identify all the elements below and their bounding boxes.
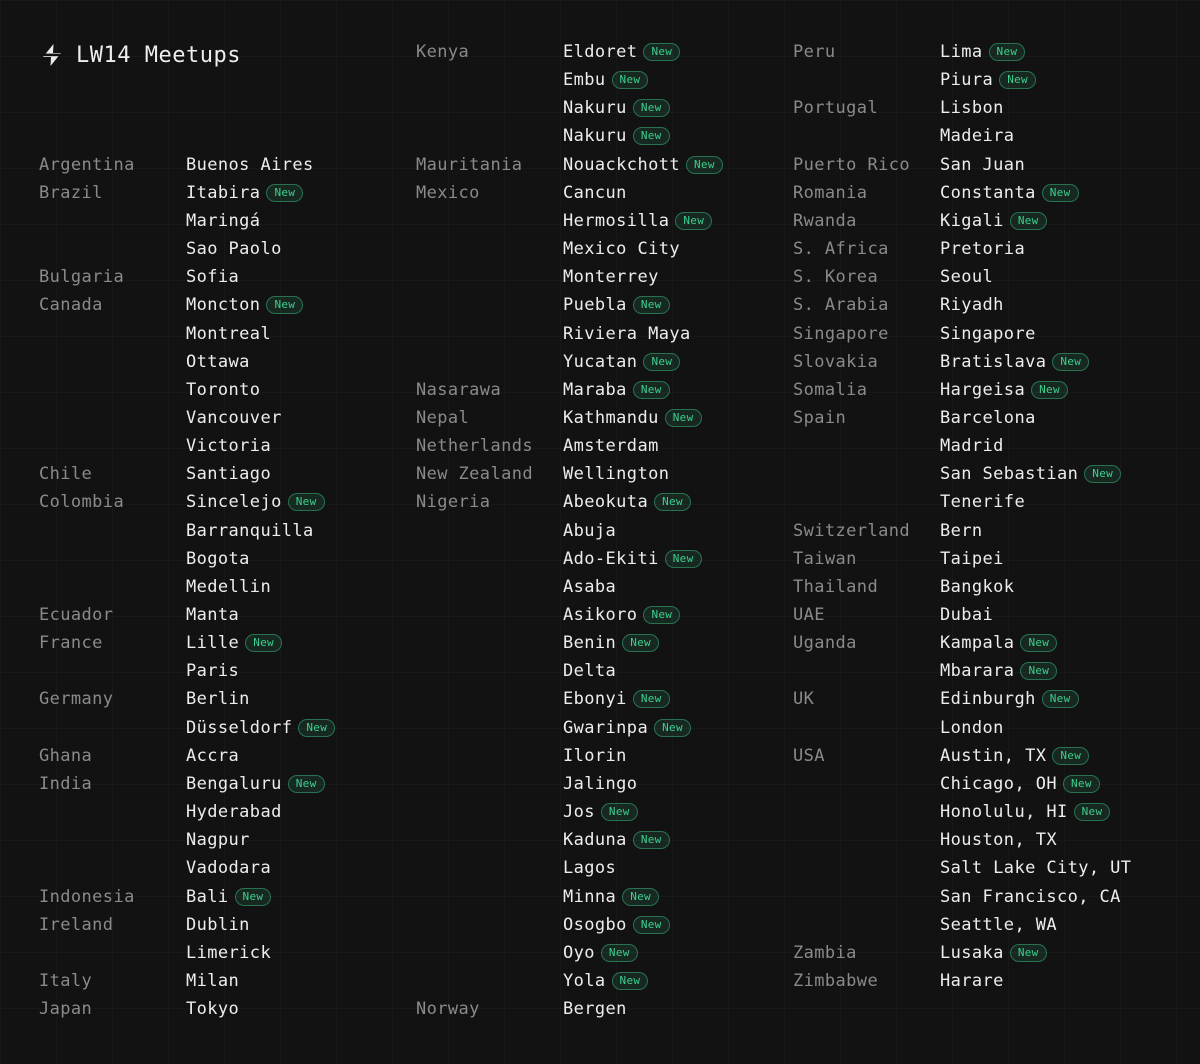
meetup-row [793,488,1025,516]
city-link[interactable]: Benin [563,633,617,654]
new-badge: New [266,296,303,314]
city-link[interactable]: Piura [940,70,994,91]
country-label: Ecuador [39,605,114,625]
city-link[interactable]: Asaba [563,576,617,597]
country-label: Nigeria [416,492,491,513]
country-label: Argentina [39,154,135,175]
meetup-row [416,348,680,376]
new-badge: New [633,916,670,934]
city-link[interactable]: Monterrey [563,267,659,288]
meetup-row [793,826,1057,854]
country-label: Switzerland [793,520,910,541]
new-badge: New [266,184,303,202]
city-link[interactable]: Eldoret [563,42,638,62]
city-link[interactable]: Berlin [186,689,250,710]
city-link[interactable]: Nakuru [563,98,627,119]
city-link[interactable]: Chicago, OH [940,773,1057,794]
city-link[interactable]: Lusaka [940,942,1004,963]
city-link[interactable]: Ebonyi [563,689,627,710]
meetup-row [416,38,680,66]
city-link[interactable]: Amsterdam [563,436,659,457]
meetup-row [793,460,1121,488]
meetup-row [39,545,250,573]
country-label: Nasarawa [416,379,502,400]
meetup-row [793,517,983,545]
meetup-row [793,320,1036,348]
city-link[interactable]: Sofia [186,267,240,288]
meetup-row [416,939,638,967]
meetup-row [39,263,239,291]
meetup-row [416,601,680,629]
meetup-row [416,545,702,573]
meetup-row [39,573,271,601]
new-badge: New [288,775,325,793]
meetup-row [793,545,1004,573]
meetup-row [793,179,1079,207]
city-link[interactable]: Düsseldorf [186,717,293,738]
city-link[interactable]: Victoria [186,436,272,457]
city-link[interactable]: Gwarinpa [563,717,649,738]
city-link[interactable]: Embu [563,70,606,91]
meetup-row [39,179,303,207]
country-label: Zimbabwe [793,970,879,991]
city-link[interactable]: Minna [563,886,617,907]
city-link[interactable]: Hargeisa [940,379,1026,400]
meetup-row [39,770,325,798]
country-label: Portugal [793,98,879,119]
country-label: Peru [793,42,836,62]
meetup-row [793,38,1025,66]
meetup-row [416,657,616,685]
city-link[interactable]: San Sebastian [940,464,1079,485]
meetup-row [793,235,1025,263]
meetup-row [793,207,1047,235]
meetup-row [416,291,670,319]
city-link[interactable]: Harare [940,970,1004,991]
new-badge: New [633,296,670,314]
meetup-row [39,517,314,545]
meetup-row [39,488,325,516]
country-label: Zambia [793,942,857,963]
city-link[interactable]: Lisbon [940,98,1004,119]
new-badge: New [654,719,691,737]
new-badge: New [245,634,282,652]
city-link[interactable]: Buenos Aires [186,154,314,175]
new-badge: New [288,493,325,511]
city-link[interactable]: Tenerife [940,492,1026,513]
meetup-row [793,573,1014,601]
new-badge: New [665,550,702,568]
city-link[interactable]: Madeira [940,126,1015,147]
new-badge: New [298,719,335,737]
city-link[interactable]: Taipei [940,548,1004,569]
meetup-row [39,601,239,629]
new-badge: New [633,127,670,145]
meetup-row [416,263,659,291]
city-link[interactable]: Toronto [186,379,261,400]
new-badge: New [1063,775,1100,793]
city-link[interactable]: Riviera Maya [563,323,691,344]
meetup-row [39,826,250,854]
meetup-row [416,995,627,1023]
city-link[interactable]: Bratislava [940,351,1047,372]
meetup-row [39,714,335,742]
city-link[interactable]: Kathmandu [563,407,659,428]
new-badge: New [1042,690,1079,708]
new-badge: New [643,606,680,624]
new-badge: New [1020,662,1057,680]
country-label: Puerto Rico [793,154,910,175]
city-link[interactable]: Limerick [186,942,272,963]
country-label: Norway [416,999,480,1020]
country-label: Thailand [793,576,879,597]
meetup-row [39,911,250,939]
meetup-row [39,207,260,235]
city-link[interactable]: Singapore [940,323,1036,344]
city-link[interactable]: Cancun [563,182,627,203]
city-link[interactable]: Osogbo [563,914,627,935]
new-badge: New [1052,353,1089,371]
meetup-row [416,404,702,432]
city-link[interactable]: Bali [186,886,229,907]
city-link[interactable]: Ilorin [563,745,627,766]
city-link[interactable]: Ado-Ekiti [563,548,659,569]
new-badge: New [1020,634,1057,652]
city-link[interactable]: Yola [563,970,606,991]
new-badge: New [612,972,649,990]
city-link[interactable]: Milan [186,970,240,991]
page-title-text: LW14 Meetups [76,42,241,68]
new-badge: New [686,156,723,174]
city-link[interactable]: Nakuru [563,126,627,147]
city-link[interactable]: Barcelona [940,407,1036,428]
city-link[interactable]: Maringá [186,210,261,231]
city-link[interactable]: Asikoro [563,605,638,625]
country-label: Slovakia [793,351,879,372]
meetup-row [39,404,282,432]
city-link[interactable]: Barranquilla [186,520,314,541]
new-badge: New [1074,803,1111,821]
country-label: USA [793,745,825,766]
city-link[interactable]: Nagpur [186,830,250,851]
meetup-row [793,742,1089,770]
new-badge: New [1010,944,1047,962]
country-label: S. Arabia [793,295,889,316]
country-label: Brazil [39,182,103,203]
city-link[interactable]: Manta [186,605,240,625]
meetup-row [416,66,648,94]
new-badge: New [235,888,272,906]
city-link[interactable]: Yucatan [563,351,638,372]
country-label: S. Africa [793,239,889,260]
city-link[interactable]: Lima [940,42,983,62]
new-badge: New [633,690,670,708]
meetup-row [39,854,271,882]
city-link[interactable]: Abuja [563,520,617,541]
meetup-row [793,685,1079,713]
meetup-row [416,122,670,150]
meetup-row [39,939,271,967]
country-label: India [39,773,93,794]
meetup-row [793,883,1121,911]
city-link[interactable]: Seattle, WA [940,914,1057,935]
new-badge: New [1031,381,1068,399]
meetup-row [39,320,271,348]
meetup-row [39,798,282,826]
city-link[interactable]: San Francisco, CA [940,886,1121,907]
country-label: Chile [39,464,93,485]
country-label: UK [793,689,815,710]
city-link[interactable]: Nouackchott [563,154,680,175]
new-badge: New [612,71,649,89]
city-link[interactable]: Wellington [563,464,670,485]
meetup-row [793,151,1025,179]
country-label: Romania [793,182,868,203]
meetup-row [416,320,691,348]
city-link[interactable]: Madrid [940,436,1004,457]
meetup-row [416,967,648,995]
meetup-row [793,376,1068,404]
city-link[interactable]: Sincelejo [186,492,282,513]
meetup-row [416,883,659,911]
meetup-row [793,629,1057,657]
meetup-row [793,432,1004,460]
city-link[interactable]: Austin, TX [940,745,1047,766]
city-link[interactable]: Delta [563,661,617,682]
meetup-row [416,179,627,207]
new-badge: New [654,493,691,511]
country-label: Mauritania [416,154,523,175]
city-link[interactable]: Kampala [940,633,1015,654]
city-link[interactable]: Montreal [186,323,272,344]
meetup-row [793,601,993,629]
city-link[interactable]: Hyderabad [186,802,282,823]
city-link[interactable]: Bogota [186,548,250,569]
meetup-row [39,657,239,685]
meetup-row [39,685,250,713]
city-link[interactable]: Edinburgh [940,689,1036,710]
city-link[interactable]: Constanta [940,182,1036,203]
country-label: Italy [39,970,93,991]
meetup-row [416,460,669,488]
country-label: Netherlands [416,436,533,457]
meetup-row [416,770,637,798]
country-label: Spain [793,407,847,428]
city-link[interactable]: Puebla [563,295,627,316]
new-badge: New [643,353,680,371]
country-label: Japan [39,999,93,1020]
new-badge: New [999,71,1036,89]
meetup-row [416,94,670,122]
country-label: Mexico [416,182,480,203]
country-label: Somalia [793,379,868,400]
city-link[interactable]: Santiago [186,464,272,485]
city-link[interactable]: Accra [186,745,240,766]
new-badge: New [1010,212,1047,230]
city-link[interactable]: Abeokuta [563,492,649,513]
meetup-row [39,742,239,770]
country-label: Colombia [39,492,125,513]
meetup-row [793,122,1014,150]
city-link[interactable]: Bergen [563,999,627,1020]
meetup-row [416,376,670,404]
meetup-row [39,432,271,460]
country-label: UAE [793,605,825,625]
meetup-row [793,714,1004,742]
city-link[interactable]: Bern [940,520,983,541]
new-badge: New [633,831,670,849]
city-link[interactable]: Houston, TX [940,830,1057,851]
city-link[interactable]: Vancouver [186,407,282,428]
meetup-row [416,798,638,826]
new-badge: New [643,43,680,61]
city-link[interactable]: Jos [563,802,595,823]
city-link[interactable]: Lille [186,633,240,654]
country-label: Germany [39,689,114,710]
meetup-row [793,291,1004,319]
new-badge: New [989,43,1026,61]
new-badge: New [633,381,670,399]
city-link[interactable]: Moncton [186,295,261,316]
country-label: Indonesia [39,886,135,907]
meetup-row [793,94,1004,122]
city-link[interactable]: Vadodara [186,858,272,879]
meetup-row [793,911,1057,939]
city-link[interactable]: Lagos [563,858,617,879]
city-link[interactable]: Honolulu, HI [940,802,1068,823]
new-badge: New [601,803,638,821]
city-link[interactable]: Maraba [563,379,627,400]
city-link[interactable]: Hermosilla [563,210,670,231]
city-link[interactable]: Salt Lake City, UT [940,858,1132,879]
meetup-row [793,348,1089,376]
city-link[interactable]: Bengaluru [186,773,282,794]
country-label: Bulgaria [39,267,125,288]
meetup-row [39,151,314,179]
country-label: Kenya [416,42,470,62]
country-label: France [39,633,103,654]
city-link[interactable]: Kaduna [563,830,627,851]
country-label: S. Korea [793,267,879,288]
city-link[interactable]: Jalingo [563,773,638,794]
city-link[interactable]: Paris [186,661,240,682]
city-link[interactable]: Dubai [940,605,994,625]
city-link[interactable]: Oyo [563,942,595,963]
country-label: Uganda [793,633,857,654]
city-link[interactable]: Mexico City [563,239,680,260]
city-link[interactable]: Dublin [186,914,250,935]
meetup-row [39,883,271,911]
meetup-row [39,460,271,488]
meetup-row [416,714,691,742]
meetup-row [416,432,659,460]
city-link[interactable]: Seoul [940,267,994,288]
meetup-row [39,967,239,995]
meetup-row [416,151,723,179]
meetup-row [793,66,1036,94]
country-label: Singapore [793,323,889,344]
city-link[interactable]: Bangkok [940,576,1015,597]
city-link[interactable]: Itabira [186,182,261,203]
new-badge: New [1042,184,1079,202]
meetup-row [793,263,993,291]
country-label: Ghana [39,745,93,766]
page-title [40,38,241,72]
meetup-row [416,573,616,601]
city-link[interactable]: London [940,717,1004,738]
country-label: Canada [39,295,103,316]
meetup-row [39,629,282,657]
city-link[interactable]: Ottawa [186,351,250,372]
country-label: Ireland [39,914,114,935]
meetup-row [39,348,250,376]
meetup-row [39,291,303,319]
city-link[interactable]: Mbarara [940,661,1015,682]
city-link[interactable]: Riyadh [940,295,1004,316]
city-link[interactable]: Kigali [940,210,1004,231]
new-badge: New [675,212,712,230]
meetup-row [39,995,239,1023]
meetup-row [416,207,712,235]
meetup-row [793,404,1036,432]
meetup-row [39,235,282,263]
city-link[interactable]: Pretoria [940,239,1026,260]
meetup-row [39,376,260,404]
meetup-row [416,488,691,516]
new-badge: New [1084,465,1121,483]
meetup-row [793,967,1004,995]
new-badge: New [601,944,638,962]
new-badge: New [633,99,670,117]
meetup-row [416,235,680,263]
meetup-row [416,685,670,713]
city-link[interactable]: Sao Paolo [186,239,282,260]
country-label: Nepal [416,407,470,428]
new-badge: New [622,888,659,906]
meetup-row [416,854,616,882]
meetup-row [793,854,1131,882]
meetup-row [416,911,670,939]
new-badge: New [622,634,659,652]
supabase-bolt-icon [40,43,64,67]
country-label: Taiwan [793,548,857,569]
meetup-row [793,770,1100,798]
meetup-row [793,798,1110,826]
meetup-row [793,939,1047,967]
meetup-row [416,742,627,770]
meetup-row [793,657,1057,685]
new-badge: New [665,409,702,427]
city-link[interactable]: Medellin [186,576,272,597]
city-link[interactable]: Tokyo [186,999,240,1020]
meetup-row [416,826,670,854]
city-link[interactable]: San Juan [940,154,1026,175]
new-badge: New [1052,747,1089,765]
meetup-row [416,517,616,545]
country-label: New Zealand [416,464,533,485]
country-label: Rwanda [793,210,857,231]
meetup-row [416,629,659,657]
